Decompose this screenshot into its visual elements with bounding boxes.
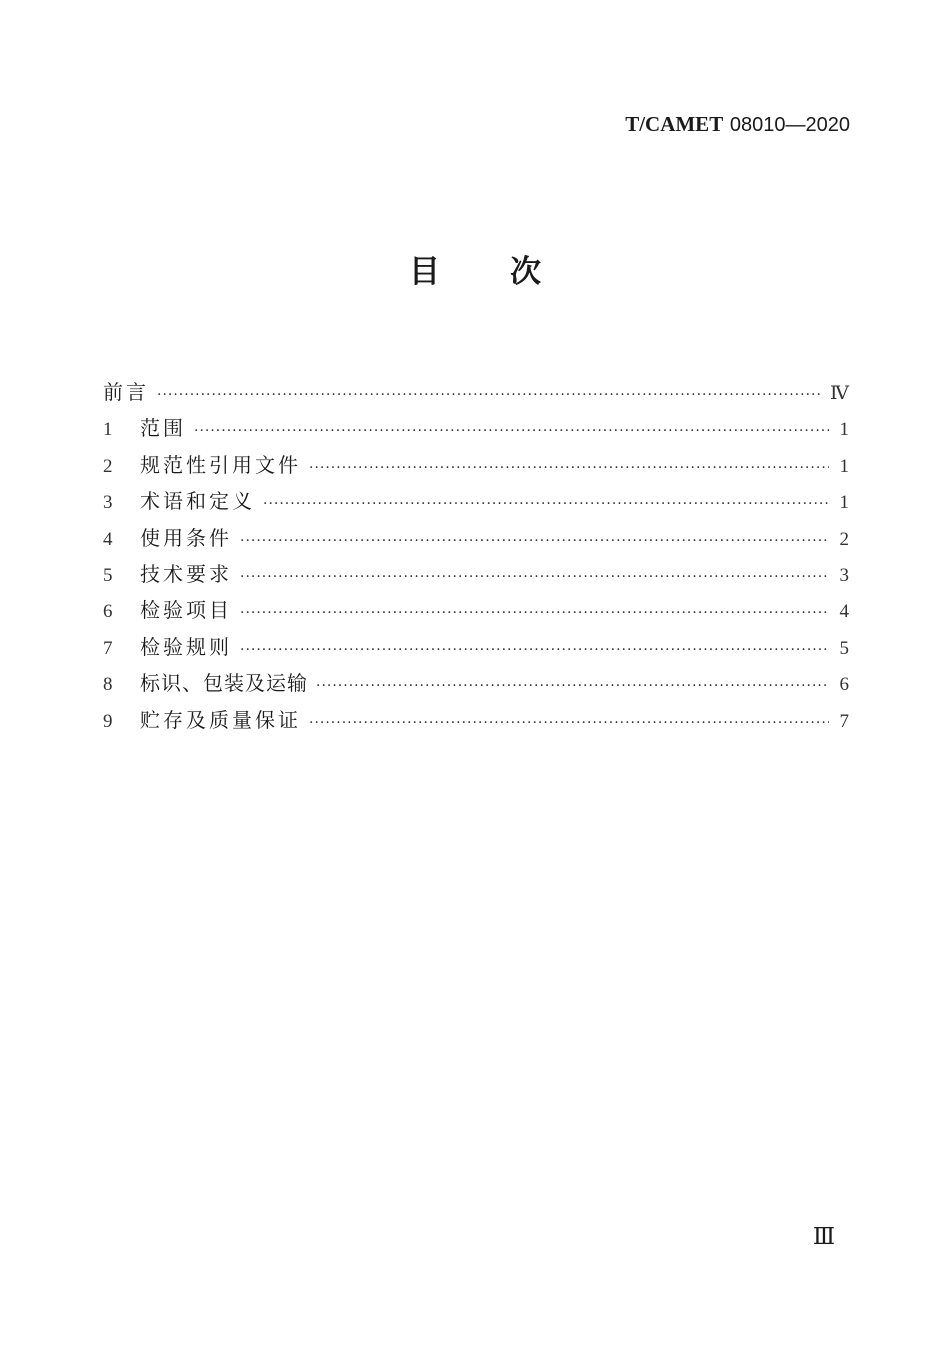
toc-entry-number: 1 xyxy=(103,419,113,441)
toc-entry-label: 使用条件 xyxy=(140,525,232,550)
toc-entry-page: 7 xyxy=(839,710,849,732)
toc-entry-marking-packaging[interactable] xyxy=(103,665,849,701)
toc-leader-dots xyxy=(240,559,829,595)
toc-entry-number: 2 xyxy=(103,455,113,477)
toc-entry-scope[interactable] xyxy=(103,410,849,446)
toc-entry-number: 6 xyxy=(103,601,113,623)
toc-entry-inspection-items[interactable] xyxy=(103,592,849,628)
toc-entry-label: 检验规则 xyxy=(140,634,232,659)
toc-leader-dots xyxy=(240,632,829,668)
toc-leader-dots xyxy=(194,413,829,449)
toc-entry-number: 8 xyxy=(103,674,113,696)
standard-code xyxy=(625,112,850,137)
toc-entry-label: 范围 xyxy=(140,416,186,441)
toc-entry-number: 9 xyxy=(103,710,113,732)
toc-leader-dots xyxy=(309,450,829,486)
toc-leader-dots xyxy=(316,668,829,704)
toc-entry-label: 规范性引用文件 xyxy=(140,452,301,477)
toc-entry-storage-warranty[interactable] xyxy=(103,702,849,738)
toc-entry-page: Ⅳ xyxy=(830,383,849,404)
toc-entry-number: 7 xyxy=(103,637,113,659)
toc-entry-label: 检验项目 xyxy=(140,598,232,623)
toc-entry-foreword[interactable] xyxy=(103,374,849,410)
toc-entry-inspection-rules[interactable] xyxy=(103,629,849,665)
toc-leader-dots xyxy=(157,377,822,413)
toc-entry-number: 5 xyxy=(103,564,113,586)
toc-title: 目次 xyxy=(409,254,611,290)
toc-entry-page: 1 xyxy=(839,492,849,514)
page-number: Ⅲ xyxy=(812,1224,835,1249)
toc-entry-label: 前言 xyxy=(103,380,149,404)
standard-code-number: 08010—2020 xyxy=(729,114,850,136)
toc-entry-page: 5 xyxy=(839,637,849,659)
toc-entry-page: 4 xyxy=(839,601,849,623)
table-of-contents xyxy=(103,374,849,738)
toc-entry-terms-definitions[interactable] xyxy=(103,483,849,519)
toc-entry-normative-references[interactable] xyxy=(103,447,849,483)
toc-entry-technical-requirements[interactable] xyxy=(103,556,849,592)
toc-leader-dots xyxy=(240,523,829,559)
toc-entry-page: 6 xyxy=(839,674,849,696)
toc-entry-label: 标识、包装及运输 xyxy=(140,671,308,696)
toc-entry-page: 2 xyxy=(839,528,849,550)
toc-entry-conditions-of-use[interactable] xyxy=(103,520,849,556)
toc-entry-label: 术语和定义 xyxy=(140,489,255,514)
toc-entry-number: 3 xyxy=(103,492,113,514)
toc-leader-dots xyxy=(263,486,829,522)
standard-code-prefix: T/CAMET xyxy=(625,112,724,136)
toc-leader-dots xyxy=(309,705,829,741)
toc-entry-number: 4 xyxy=(103,528,113,550)
toc-entry-page: 1 xyxy=(839,419,849,441)
toc-leader-dots xyxy=(240,595,829,631)
toc-entry-label: 技术要求 xyxy=(140,561,232,586)
toc-entry-page: 3 xyxy=(839,564,849,586)
toc-entry-label: 贮存及质量保证 xyxy=(140,707,301,732)
toc-entry-page: 1 xyxy=(839,455,849,477)
